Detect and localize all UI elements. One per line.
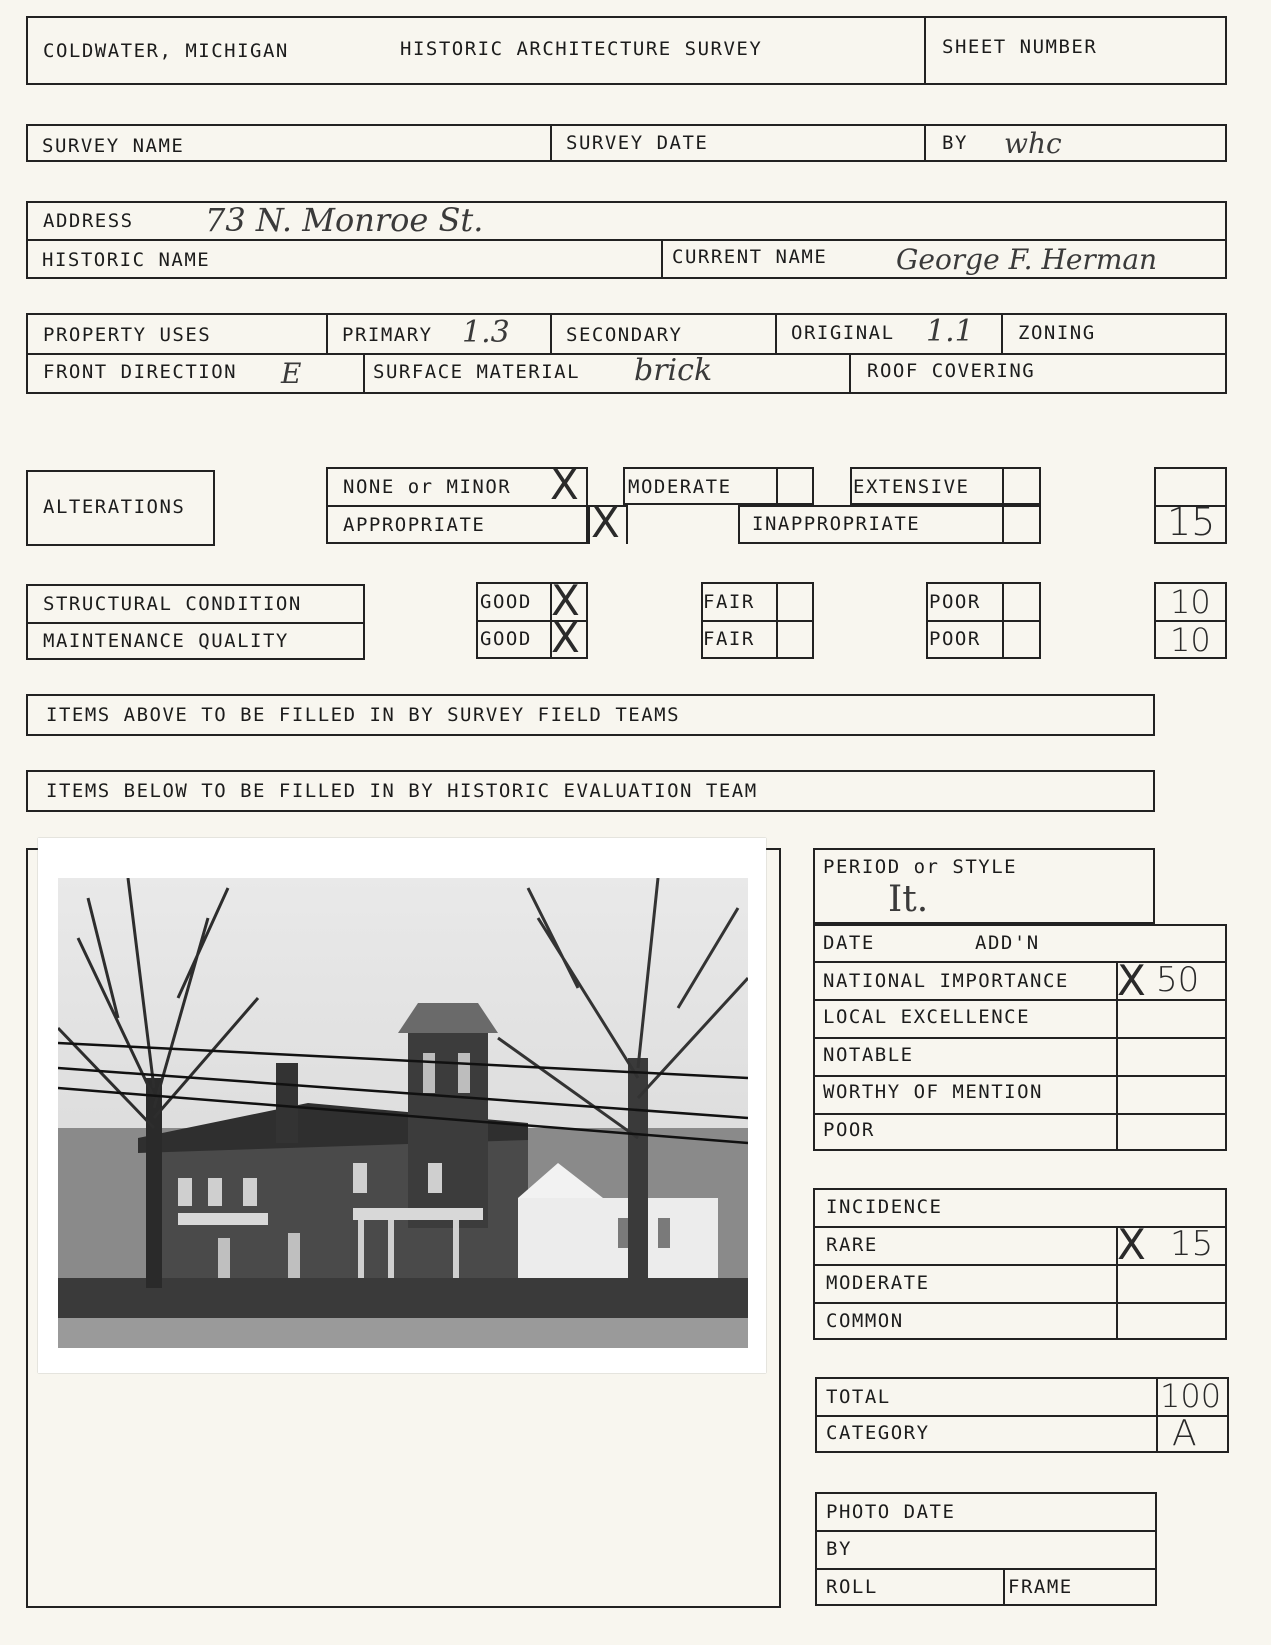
photo-date-label: PHOTO DATE [826, 1501, 956, 1523]
importance-poor-label: POOR [823, 1119, 875, 1141]
roll-label: ROLL [826, 1576, 878, 1598]
date-label: DATE [823, 932, 875, 954]
maintenance-good-label: GOOD [480, 628, 532, 650]
surface-material-label: SURFACE MATERIAL [373, 361, 581, 383]
historic-name-label: HISTORIC NAME [42, 249, 211, 271]
city-label: COLDWATER, MICHIGAN [43, 40, 289, 62]
front-direction-value: E [281, 357, 302, 390]
current-name-value: George F. Herman [896, 243, 1158, 276]
maintenance-poor-label: POOR [929, 628, 981, 650]
structural-condition-label: STRUCTURAL CONDITION [43, 593, 302, 615]
local-excellence-label: LOCAL EXCELLENCE [823, 1006, 1031, 1028]
house-photo-image [58, 878, 748, 1348]
structural-poor-label: POOR [929, 591, 981, 613]
total-value: 100 [1160, 1377, 1222, 1415]
structural-score: 10 [1170, 583, 1211, 621]
primary-label: PRIMARY [342, 324, 433, 346]
original-value: 1.1 [926, 314, 974, 349]
zoning-label: ZONING [1018, 322, 1096, 344]
survey-name-label: SURVEY NAME [42, 135, 185, 157]
structural-good-label: GOOD [480, 591, 532, 613]
property-uses-label: PROPERTY USES [43, 324, 212, 346]
rare-check: X [1117, 1220, 1146, 1269]
surface-material-value: brick [634, 353, 713, 388]
alt-none-minor-check: X [550, 460, 579, 509]
category-label: CATEGORY [826, 1422, 930, 1444]
alt-moderate-label: MODERATE [628, 476, 732, 498]
national-importance-score: 50 [1156, 960, 1200, 1000]
note-above: ITEMS ABOVE TO BE FILLED IN BY SURVEY FIELD TEAMS [46, 704, 681, 726]
addn-label: ADD'N [975, 932, 1040, 954]
frame-label: FRAME [1008, 1576, 1073, 1598]
house-photo [38, 838, 766, 1373]
national-importance-label: NATIONAL IMPORTANCE [823, 970, 1069, 992]
national-importance-check: X [1117, 956, 1146, 1005]
original-label: ORIGINAL [791, 322, 895, 344]
alterations-label: ALTERATIONS [43, 496, 186, 518]
rare-label: RARE [826, 1234, 878, 1256]
photo-by-label: BY [826, 1538, 852, 1560]
alt-appropriate-check: X [591, 498, 620, 547]
maintenance-good-check: X [551, 613, 580, 662]
form-title: HISTORIC ARCHITECTURE SURVEY [400, 38, 763, 60]
maintenance-quality-label: MAINTENANCE QUALITY [43, 630, 289, 652]
alt-none-minor-label: NONE or MINOR [343, 476, 512, 498]
common-label: COMMON [826, 1310, 904, 1332]
alt-extensive-label: EXTENSIVE [853, 476, 970, 498]
alt-inappropriate-label: INAPPROPRIATE [752, 513, 921, 535]
roof-covering-label: ROOF COVERING [867, 360, 1036, 382]
total-label: TOTAL [826, 1386, 891, 1408]
structural-fair-label: FAIR [703, 591, 755, 613]
incidence-moderate-label: MODERATE [826, 1272, 930, 1294]
maintenance-fair-label: FAIR [703, 628, 755, 650]
by-value: whc [1004, 127, 1062, 160]
period-label: PERIOD or STYLE [823, 856, 1018, 878]
address-label: ADDRESS [43, 210, 134, 232]
notable-label: NOTABLE [823, 1044, 914, 1066]
alt-score: 15 [1167, 500, 1216, 544]
worthy-label: WORTHY OF MENTION [823, 1081, 1043, 1103]
survey-date-label: SURVEY DATE [566, 132, 709, 154]
by-label: BY [942, 132, 968, 154]
primary-value: 1.3 [462, 315, 510, 350]
incidence-label: INCIDENCE [826, 1196, 943, 1218]
structural-good-check: X [551, 576, 580, 625]
address-value: 73 N. Monroe St. [205, 201, 484, 239]
rare-score: 15 [1170, 1224, 1214, 1264]
current-name-label: CURRENT NAME [672, 246, 828, 268]
period-value: It. [888, 879, 929, 920]
note-below: ITEMS BELOW TO BE FILLED IN BY HISTORIC EVALUATION TEAM [46, 780, 758, 802]
maintenance-score: 10 [1170, 621, 1211, 659]
alt-appropriate-label: APPROPRIATE [343, 514, 486, 536]
sheet-number-label: SHEET NUMBER [942, 36, 1098, 58]
front-direction-label: FRONT DIRECTION [43, 361, 238, 383]
category-value: A [1172, 1413, 1197, 1454]
secondary-label: SECONDARY [566, 324, 683, 346]
